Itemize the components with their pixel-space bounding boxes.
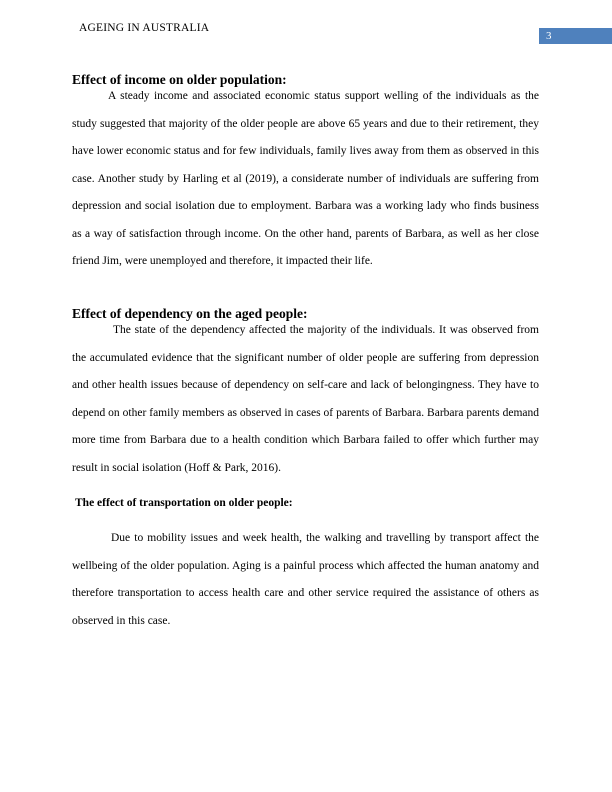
section-heading-income: Effect of income on older population: [72, 72, 287, 87]
section-heading-dependency: Effect of dependency on the aged people: [72, 306, 308, 321]
section-heading-transportation: The effect of transportation on older people: [75, 497, 293, 509]
section-paragraph-dependency: The state of the dependency affected the majority of the individuals. It was observed from the accumulated evidence that the significant number of older people are suffering from depression and other health issues because of dependency on self-care and lack of belongingness. They have to depend on other family members as observed in cases of parents of Barbara. Barbara parents demand more time from Barbara due to a health condition which Barbara failed to offer which further may result in social isolation (Hoff & Park, 2016). [72, 324, 539, 474]
section-paragraph-transportation: Due to mobility issues and week health, the walking and travelling by transport affect the wellbeing of the older population. Aging is a painful process which affected the human anatomy and therefore transportation to access health care and other service required the assistance of others as observed in this case. [72, 532, 539, 627]
running-head: AGEING IN AUSTRALIA [79, 22, 210, 34]
section-paragraph-income: A steady income and associated economic status support welling of the individuals as the study suggested that majority of the older people are above 65 years and due to their retirement, they have lower economic status and for few individuals, family lives away from them as observed in this case. Another study by Harling et al (2019), a considerate number of individuals are suffering from depression and social isolation due to employment. Barbara was a working lady who finds business as a way of satisfaction through income. On the other hand, parents of Barbara, as well as her close friend Jim, were unemployed and therefore, it impacted their life. [72, 90, 539, 267]
page-number: 3 [539, 28, 612, 44]
